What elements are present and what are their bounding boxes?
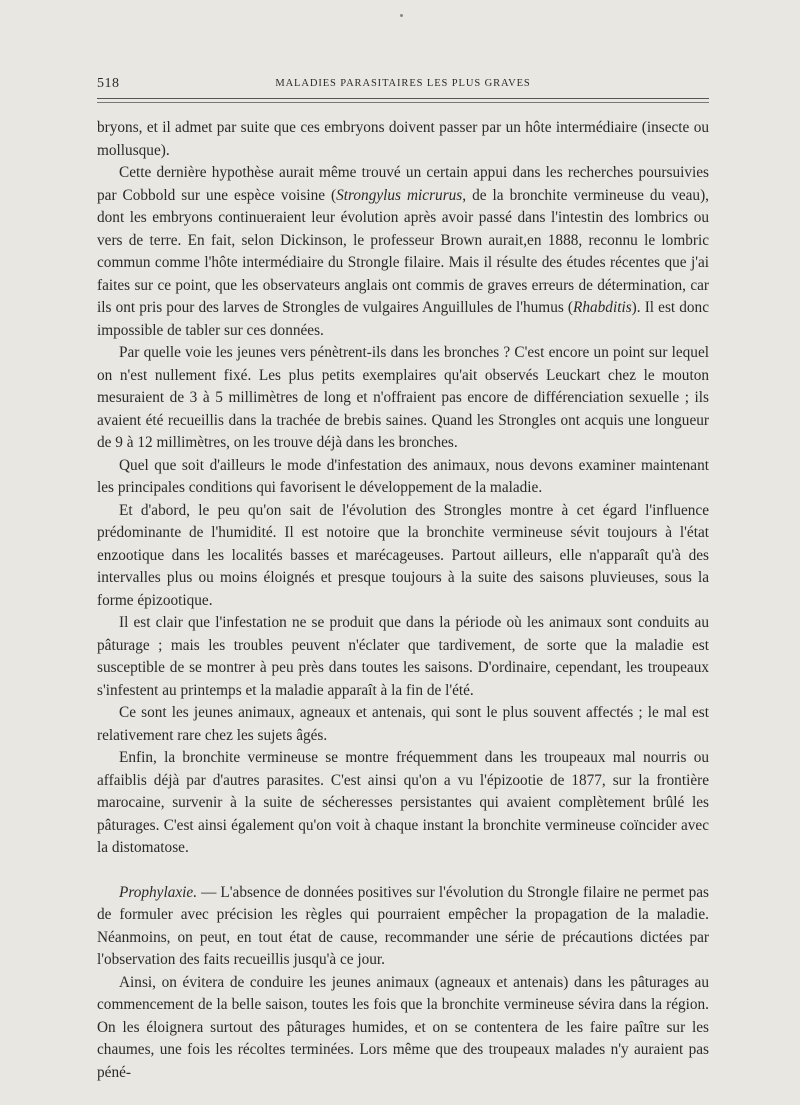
paragraph: Quel que soit d'ailleurs le mode d'infestation des animaux, nous devons examiner maintenant les principales conditions qui favorisent le développement de la maladie.	[97, 456, 709, 496]
body-text	[97, 117, 709, 1084]
taxon-name: Strongylus micrurus	[336, 186, 463, 204]
paragraph: Ainsi, on évitera de conduire les jeunes animaux (agneaux et antenais) dans les pâturages au commencement de la belle saison, toutes les fois que la bronchite vermineuse sévira dans la région. On les éloignera surtout des pâturages humides, et on se contentera de les faire paître sur les chaumes, une fois les récoltes terminées. Lors même que des troupeaux malades n'y auraient pas péné-	[97, 973, 709, 1081]
paragraph: Il est clair que l'infestation ne se produit que dans la période où les animaux sont conduits au pâturage ; mais les troubles peuvent n'éclater que tardivement, de sorte que la maladie est susceptible de se montrer à peu près dans toutes les saisons. D'ordinaire, cependant, les troupeaux s'infestent au printemps et la maladie apparaît à la fin de l'été.	[97, 614, 709, 699]
paragraph: Par quelle voie les jeunes vers pénètrent-ils dans les bronches ? C'est encore un point sur lequel on n'est nullement fixé. Les plus petits exemplaires qu'ait observés Leuckart chez le mouton mesuraient de 3 à 5 millimètres de long et n'offraient pas encore de différenciation sexuelle ; ils avaient été recueillis dans la trachée de brebis saines. Quand les Strongles ont acquis une longueur de 9 à 12 millimètres, on les trouve déjà dans les bronches.	[97, 344, 709, 451]
header-rule-bottom	[97, 102, 709, 103]
section-title: Prophylaxie.	[119, 883, 198, 901]
taxon-name: Rhabditis	[573, 299, 632, 316]
page-header	[97, 76, 709, 98]
paragraph: bryons, et il admet par suite que ces embryons doivent passer par un hôte intermédiaire (insecte ou mollusque).	[97, 119, 709, 159]
paragraph: Et d'abord, le peu qu'on sait de l'évolution des Strongles montre à cet égard l'influence prédominante de l'humidité. Il est notoire que la bronchite vermineuse sévit toujours à l'état enzootique dans les localités basses et marécageuses. Partout ailleurs, elle n'apparaît qu'à des intervalles plus ou moins éloignés et presque toujours à la suite des saisons pluvieuses, sous la forme épizootique.	[97, 501, 709, 609]
paragraph: Prophylaxie. — L'absence de données positives sur l'évolution du Strongle filaire ne permet pas de formuler avec précision les règles qui pourraient empêcher la propagation de la maladie. Néanmoins, on peut, en tout état de cause, recommander une série de précautions dictées par l'observation des faits recueillis jusqu'à ce jour.	[97, 883, 709, 968]
running-title: MALADIES PARASITAIRES LES PLUS GRAVES	[275, 78, 531, 89]
paragraph: Ce sont les jeunes animaux, agneaux et antenais, qui sont le plus souvent affectés ; le mal est relativement rare chez les sujets âgés.	[97, 704, 709, 744]
stray-mark	[400, 14, 403, 17]
header-rule-top	[97, 98, 709, 99]
paragraph: Cette dernière hypothèse aurait même trouvé un certain appui dans les recherches poursuivies par Cobbold sur une espèce voisine (Strongylus micrurus, de la bronchite vermineuse du veau), dont les embryons continueraient leur évolution après avoir passé dans l'intestin des lombrics ou vers de terre. En fait, selon Dickinson, le professeur Brown aurait,en 1888, reconnu le lombric commun comme l'hôte intermédiaire du Strongle filaire. Mais il résulte des études récentes que j'ai faites sur ce point, que les observateurs anglais ont commis de graves erreurs de détermination, car ils ont pris pour des larves de Strongles de vulgaires Anguillules de l'humus (Rhabditis). Il est donc impossible de tabler sur ces données.	[97, 164, 709, 339]
page-number: 518	[97, 76, 120, 91]
paragraph: Enfin, la bronchite vermineuse se montre fréquemment dans les troupeaux mal nourris ou affaiblis déjà par d'autres parasites. C'est ainsi qu'on a vu l'épizootie de 1877, sur la frontière marocaine, survenir à la suite de sécheresses persistantes qui avaient complètement brûlé les pâturages. C'est ainsi également qu'on voit à chaque instant la bronchite vermineuse coïncider avec la distomatose.	[97, 749, 709, 856]
